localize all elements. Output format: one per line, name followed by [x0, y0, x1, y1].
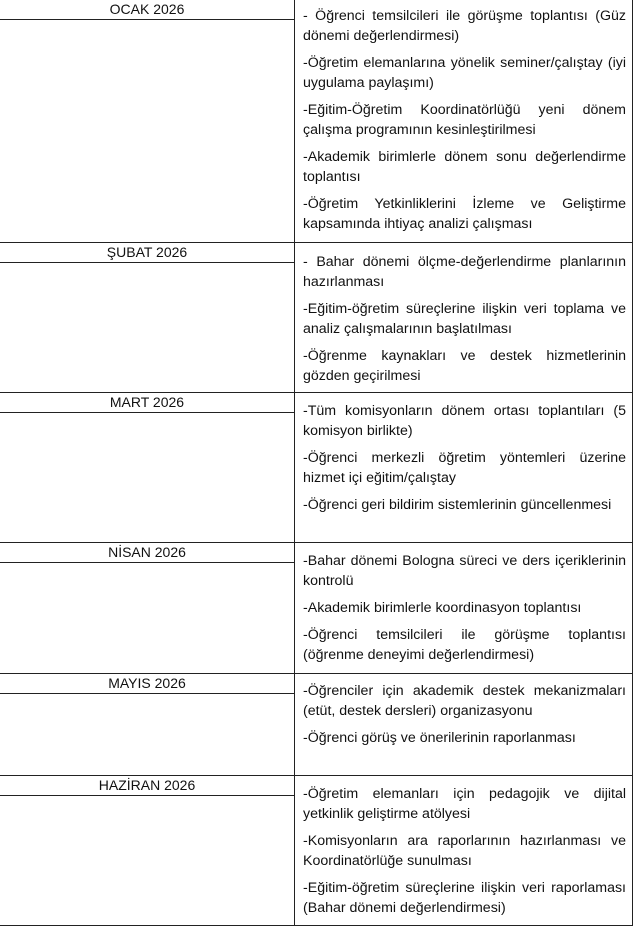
activity-item: -Öğrenciler için akademik destek mekanizmaları (etüt, destek dersleri) organizasyonu	[303, 683, 626, 719]
activity-item: -Öğrenci geri bildirim sistemlerinin güncellenmesi	[303, 497, 612, 513]
activity-item: -Bahar dönemi Bologna süreci ve ders içeriklerinin kontrolü	[303, 553, 626, 589]
activity-item: -Öğretim elemanlarına yönelik seminer/çalıştay (iyi uygulama paylaşımı)	[303, 55, 626, 91]
month-cell	[0, 393, 294, 542]
month-label: NİSAN 2026	[0, 543, 294, 563]
month-label: ŞUBAT 2026	[0, 243, 294, 263]
activities-cell	[294, 243, 633, 392]
month-cell	[0, 243, 294, 392]
activities-cell	[294, 543, 633, 673]
activity-item: - Bahar dönemi ölçme-değerlendirme planlarının hazırlanması	[303, 254, 626, 290]
month-cell	[0, 674, 294, 775]
activity-item: -Öğretim Yetkinliklerini İzleme ve Geliştirme kapsamında ihtiyaç analizi çalışması	[303, 196, 626, 232]
activity-item: -Tüm komisyonların dönem ortası toplantıları (5 komisyon birlikte)	[303, 403, 626, 439]
activity-item: -Akademik birimlerle koordinasyon toplantısı	[303, 600, 582, 616]
activity-item: - Öğrenci temsilcileri ile görüşme toplantısı (Güz dönemi değerlendirmesi)	[303, 8, 626, 44]
month-cell	[0, 0, 294, 242]
month-label: MAYIS 2026	[0, 674, 294, 694]
activity-item: -Eğitim-Öğretim Koordinatörlüğü yeni dönem çalışma programının kesinleştirilmesi	[303, 102, 626, 138]
month-label: MART 2026	[0, 393, 294, 413]
month-row-ocak	[0, 0, 633, 242]
activities-cell	[294, 393, 633, 542]
activity-item: -Öğrenme kaynakları ve destek hizmetlerinin gözden geçirilmesi	[303, 348, 626, 384]
month-row-mayis	[0, 674, 633, 775]
activity-item: -Akademik birimlerle dönem sonu değerlendirme toplantısı	[303, 149, 626, 185]
activity-item: -Eğitim-öğretim süreçlerine ilişkin veri raporlaması (Bahar dönemi değerlendirmesi)	[303, 880, 626, 916]
month-row-mart	[0, 393, 633, 542]
activities-cell	[294, 674, 633, 775]
month-row-nisan	[0, 543, 633, 673]
activity-item: -Öğrenci temsilcileri ile görüşme toplantısı (öğrenme deneyimi değerlendirmesi)	[303, 627, 626, 663]
month-cell	[0, 543, 294, 673]
month-label: HAZİRAN 2026	[0, 776, 294, 796]
month-cell	[0, 776, 294, 926]
activity-item: -Eğitim-öğretim süreçlerine ilişkin veri toplama ve analiz çalışmalarının başlatılması	[303, 301, 626, 337]
activity-item: -Öğretim elemanları için pedagojik ve dijital yetkinlik geliştirme atölyesi	[303, 786, 626, 822]
activity-item: -Öğrenci merkezli öğretim yöntemleri üzerine hizmet içi eğitim/çalıştay	[303, 450, 626, 486]
month-label: OCAK 2026	[0, 0, 294, 20]
month-row-subat	[0, 243, 633, 392]
activity-item: -Komisyonların ara raporlarının hazırlanması ve Koordinatörlüğe sunulması	[303, 833, 626, 869]
month-row-haziran	[0, 776, 633, 926]
activities-cell	[294, 776, 633, 926]
activities-cell	[294, 0, 633, 242]
activity-item: -Öğrenci görüş ve önerilerinin raporlanması	[303, 730, 576, 746]
